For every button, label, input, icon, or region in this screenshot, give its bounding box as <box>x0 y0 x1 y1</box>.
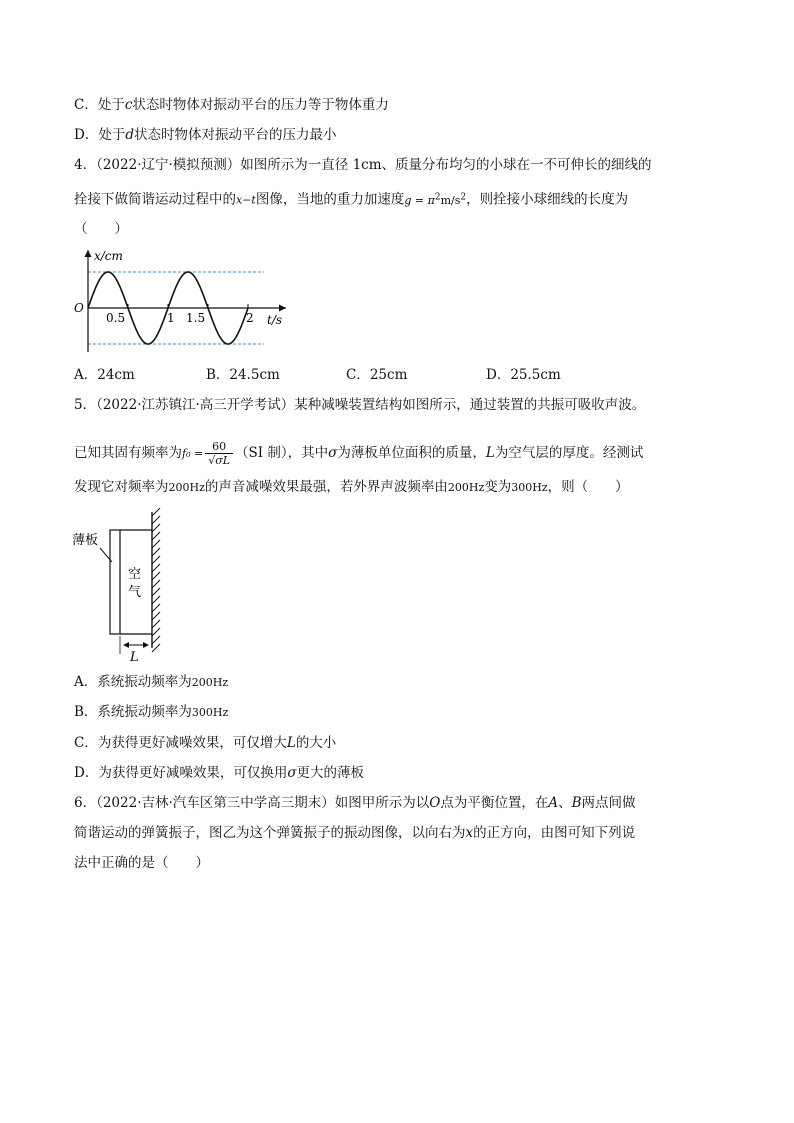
q3-option-c-rest: 状态时物体对振动平台的压力等于物体重力 <box>132 97 389 113</box>
q4-gravity-unit-exp: 2 <box>460 192 467 202</box>
q5-option-b <box>74 703 228 722</box>
q4-option-b: B．24.5cm <box>206 367 280 383</box>
q4-option-d: D．25.5cm <box>486 367 561 383</box>
q4-line2-text3: ，则拴接小球细线的长度为 <box>466 191 629 208</box>
q5-line3-text3: 变为 <box>484 479 512 495</box>
q4-tick-label: 1 <box>167 311 175 325</box>
q6-point-B: B <box>571 795 582 811</box>
q5-option-c <box>74 734 336 752</box>
q4-stem-line2 <box>74 188 628 210</box>
q5-sigma: σ <box>328 445 338 461</box>
q6-x-var: x <box>465 825 474 841</box>
q6-line2-text: 简谐运动的弹簧振子，图乙为这个弹簧振子的振动图像，以向右为 <box>74 825 466 841</box>
q5-option-d-rest: 更大的薄板 <box>296 765 365 781</box>
q5-option-d-var: σ <box>287 765 297 781</box>
q4-stem-line1: 4．（2022·辽宁·模拟预测）如图所示为一直径 1cm、质量分布均匀的小球在一不可伸长的细线的 <box>74 157 652 173</box>
q3-option-d-var: d <box>125 127 134 143</box>
q5-air-label-2: 气 <box>128 585 142 600</box>
q5-option-c-text: C．为获得更好减噪效果，可仅增大 <box>74 735 287 751</box>
q5-diagram <box>70 508 180 664</box>
q4-option-c: C．25cm <box>346 367 408 383</box>
q5-stem-line2 <box>74 440 643 467</box>
q5-formula-lhs: f₀ = <box>182 446 204 460</box>
q4-gravity: g = π <box>404 193 435 207</box>
q5-stem-line3 <box>74 478 629 497</box>
q6-line1-text: 6．（2022·吉林·汽车区第三中学高三期末）如图甲所示为以 <box>74 795 430 811</box>
q5-freq3: 300Hz <box>511 481 548 494</box>
q6-point-A: A <box>548 795 559 811</box>
q4-xt-graph <box>68 244 298 356</box>
q4-xt-symbol: x−t <box>236 193 256 207</box>
q6-line1-sep: 、 <box>558 795 572 811</box>
q5-option-b-value: 300Hz <box>191 706 229 719</box>
q5-formula-numerator: 60 <box>205 440 233 454</box>
q5-option-d <box>74 764 364 782</box>
q4-stem-line3: （ ） <box>74 221 128 237</box>
q5-line2-text4: 为空气层的厚度。经测试 <box>494 445 644 461</box>
q5-L: L <box>485 445 495 461</box>
q6-stem-line3: 法中正确的是（ ） <box>74 855 209 871</box>
q5-plate <box>110 530 120 634</box>
q6-line2-text2: 的正方向，由图可知下列说 <box>473 825 636 841</box>
q4-tick-label: 0.5 <box>106 311 126 325</box>
q6-stem-line2 <box>74 824 635 842</box>
q4-y-axis-label: x/cm <box>94 249 123 263</box>
q5-option-a <box>74 673 228 692</box>
q3-option-d <box>74 126 336 144</box>
q5-line2-text2: （SI 制），其中 <box>235 445 329 461</box>
q5-option-a-value: 200Hz <box>191 676 229 689</box>
q5-line2-text: 已知其固有频率为 <box>74 445 182 461</box>
q5-line3-text4: ，则（ ） <box>547 479 629 495</box>
q4-line2-text: 拴接下做简谐运动过程中的 <box>74 191 236 208</box>
q5-freq1: 200Hz <box>168 481 205 494</box>
q4-gravity-unit: m/s <box>440 193 461 207</box>
q5-air-label-1: 空 <box>128 567 142 582</box>
q5-stem-line1: 5．（2022·江苏镇江·高三开学考试）某种减噪装置结构如图所示，通过装置的共振可吸收声波。 <box>74 397 646 413</box>
q5-line2-text3: 为薄板单位面积的质量， <box>337 445 486 461</box>
q5-formula-denominator: √σL <box>208 454 231 467</box>
q5-option-c-var: L <box>286 735 296 751</box>
q5-plate-label: 薄板 <box>72 533 99 548</box>
q4-x-axis-label: t/s <box>267 313 283 327</box>
q5-option-d-text: D．为获得更好减噪效果，可仅换用 <box>74 765 288 781</box>
q6-line1-text3: 两点间做 <box>581 795 636 811</box>
q5-option-b-text: B．系统振动频率为 <box>74 704 192 720</box>
q4-option-a: A．24cm <box>74 367 135 383</box>
q5-L-label: L <box>130 650 139 664</box>
q4-origin-label: O <box>74 301 84 315</box>
q5-wall-hatch <box>152 508 160 652</box>
q4-line2-text2: 图像，当地的重力加速度 <box>255 191 405 208</box>
q3-option-c-var: c <box>124 97 133 113</box>
q5-formula-fraction <box>205 440 233 467</box>
q6-stem-line1 <box>74 794 636 812</box>
q5-line3-text2: 的声音减噪效果最强，若外界声波频率由 <box>204 479 448 495</box>
q4-tick-label: 1.5 <box>186 311 206 325</box>
q4-tick-label: 2 <box>246 311 254 325</box>
q5-freq2: 200Hz <box>447 481 485 494</box>
q5-option-c-rest: 的大小 <box>295 735 337 751</box>
q6-point-O: O <box>429 795 441 811</box>
q5-option-a-text: A．系统振动频率为 <box>74 674 192 690</box>
q3-option-c <box>74 96 389 114</box>
q3-option-c-text: C．处于 <box>74 97 125 113</box>
q5-line3-text: 发现它对频率为 <box>74 479 169 495</box>
q3-option-d-rest: 状态时物体对振动平台的压力最小 <box>133 127 337 143</box>
q4-gravity-exp: 2 <box>434 192 441 202</box>
q3-option-d-text: D．处于 <box>74 127 126 143</box>
q6-line1-text2: 点为平衡位置，在 <box>440 795 549 811</box>
